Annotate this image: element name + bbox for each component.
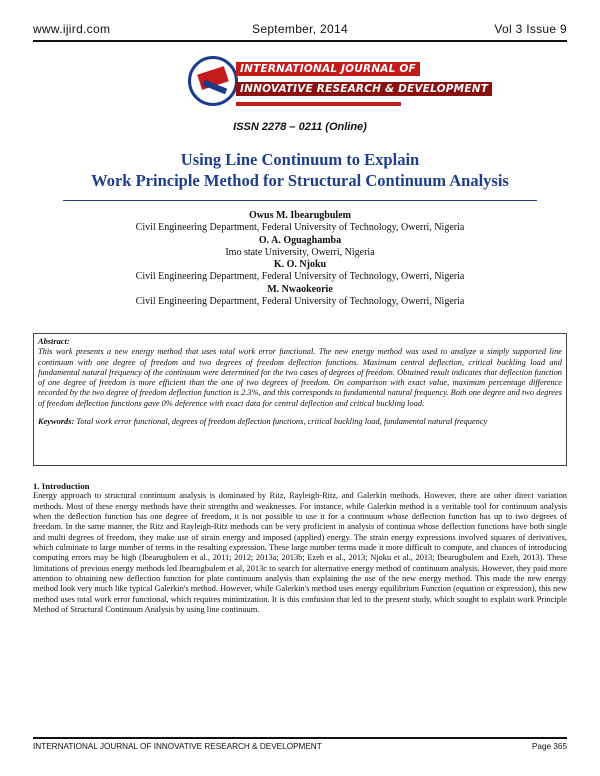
journal-logo <box>188 54 489 116</box>
author-list <box>0 210 600 308</box>
header-divider <box>33 40 567 42</box>
keywords <box>38 417 562 427</box>
paper-title <box>0 149 600 191</box>
footer-divider <box>33 737 567 739</box>
title-line-1: Using Line Continuum to Explain <box>180 150 420 169</box>
header-volume: Vol 3 Issue 9 <box>494 22 567 36</box>
author-affiliation: Civil Engineering Department, Federal University of Technology, Owerri, Nigeria <box>135 271 465 283</box>
journal-emblem-icon <box>188 56 238 106</box>
abstract-label: Abstract: <box>38 337 70 346</box>
logo-line-1: INTERNATIONAL JOURNAL OF <box>236 62 420 76</box>
author-affiliation: Imo state University, Owerri, Nigeria <box>225 246 375 258</box>
header-website: www.ijird.com <box>33 22 111 36</box>
author-affiliation: Civil Engineering Department, Federal University of Technology, Owerri, Nigeria <box>135 296 465 308</box>
section-heading: 1. Introduction <box>33 481 90 491</box>
keywords-label: Keywords: <box>38 417 75 427</box>
author-name: Owus M. Ibearugbulem <box>249 210 351 221</box>
issn: ISSN 2278 – 0211 (Online) <box>233 121 367 133</box>
logo-line-2: INNOVATIVE RESEARCH & DEVELOPMENT <box>236 82 492 96</box>
author-name: O. A. Oguaghamba <box>258 234 342 246</box>
introduction-text: Energy approach to structural continuum analysis is dominated by Ritz, Rayleigh-Ritz, and Galerkin methods. However, there are other direct variation methods. Most of these energy methods have their strengths and weaknesses. For instance, while Galerkin method is a veritable tool for continuum analysis when the deflection function has one degree of freedom, it is not possible to use it for a continuum whose deflection function has up to two degrees of freedom. In the same manner, the Ritz and Rayleigh-Ritz methods can be very proficient in analysis of continua whose deflection functions have both single and multi degrees of freedom, they make use of strain energy and imposed (applied) energy. The strain energy expressions involved squares of derivatives, which culminate to large number of terms in the resulting expression. These large number terms made it more difficult to compute, and chances of introducing computing errors may be high (Ibearugbulem et al., 2011; 2012; 2013a; 2013b; Ezeh et al., 2013; Njoku et al., 2013; Ibearugbulem and Ezeh, 2013). These limitations of previous energy methods led Ibearugbulem et al, 2013c to search for alternative energy method of continuum analysis. However, they paid more attention to obtaining new deflection function for plate continuum analysis than explaining the use of the new energy method. This made the new energy method look very much like typical Galerkin's method. However, while Galerkin's method uses energy equilibrium Function (equation or expression), this new method uses total work error functional, which requires minimization. It is this confusion that led to the present study, which sought to explain work Principle Method of Structural Continuum Analysis by using line continuum. <box>33 491 567 615</box>
abstract-text: This work presents a new energy method that uses total work error functional. The new energy method was used to analyze a simply supported line continuum with one degree of freedom and two degrees of freedom deflection functions. Maximum central deflection, critical buckling load and fundamental natural frequency of the continuum were determined for the two cases of degrees of freedom. Obtained result indicates that deflection function of one degree of freedom is more efficient than the one of two degrees of freedom. On comparison with exact value, maximum percentage difference recorded by the two degree of freedom deflection function is 2.3%, and this corresponds to fundamental natural frequency. Both one degree and two degrees of freedom deflection functions gave 0% deference with exact data for central deflection and critical buckling load. <box>38 347 562 408</box>
keywords-text: Total work error functional, degrees of freedom deflection functions, critical buckling load, fundamental natural frequency <box>76 417 488 427</box>
author-name: M. Nwaokeorie <box>267 283 333 295</box>
author-affiliation: Civil Engineering Department, Federal University of Technology, Owerri, Nigeria <box>135 222 465 234</box>
introduction-section <box>33 481 567 615</box>
title-divider <box>63 200 537 201</box>
author-name: K. O. Njoku <box>273 259 327 271</box>
footer-journal: INTERNATIONAL JOURNAL OF INNOVATIVE RESEARCH & DEVELOPMENT <box>33 742 322 751</box>
abstract-box <box>33 333 567 466</box>
header-date: September, 2014 <box>252 22 348 36</box>
title-line-2: Work Principle Method for Structural Continuum Analysis <box>91 171 509 190</box>
page-number: Page 365 <box>531 742 567 751</box>
